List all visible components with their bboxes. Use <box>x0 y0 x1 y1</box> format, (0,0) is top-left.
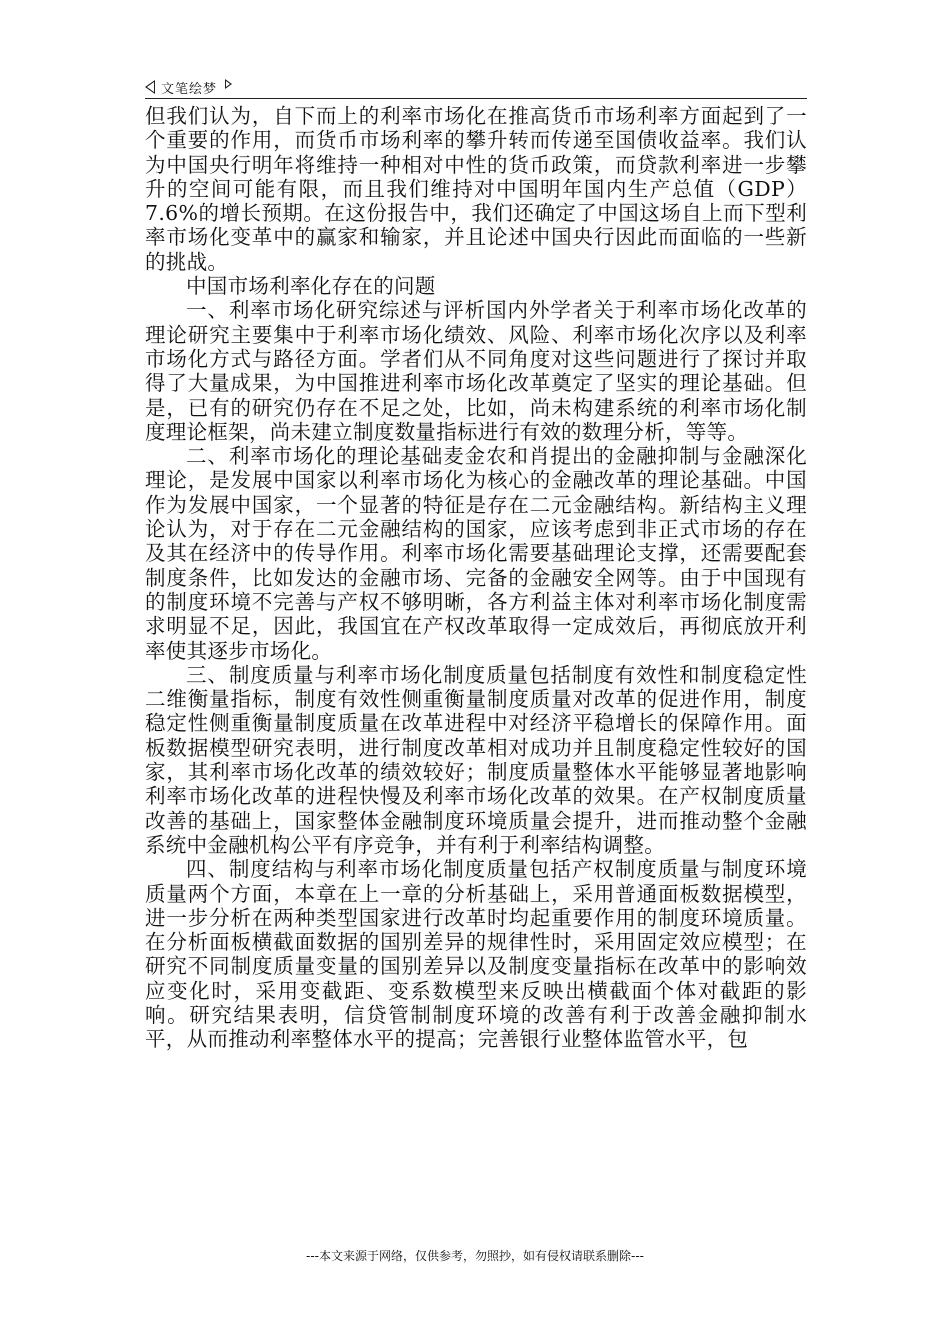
triangle-left-icon <box>145 80 155 94</box>
document-body <box>145 104 807 1052</box>
paragraph-section-3: 三、制度质量与利率市场化制度质量包括制度有效性和制度稳定性二维衡量指标，制度有效性侧重衡量制度质量对改革的促进作用，制度稳定性侧重衡量制度质量在改革进程中对经济平稳增长的保障作用。面板数据模型研究表明，进行制度改革相对成功并且制度稳定性较好的国家，其利率市场化改革的绩效较好；制度质量整体水平能够显著地影响利率市场化改革的进程快慢及利率市场化改革的效果。在产权制度质量改善的基础上，国家整体金融制度环境质量会提升，进而推动整个金融系统中金融机构公平有序竞争，并有利于利率结构调整。 <box>145 662 807 857</box>
page-header <box>145 76 807 99</box>
header-brand: 文笔绘梦 <box>161 81 218 97</box>
triangle-right-icon <box>225 79 232 89</box>
paragraph-intro: 但我们认为，自下而上的利率市场化在推高货币市场利率方面起到了一个重要的作用，而货币市场利率的攀升转而传递至国债收益率。我们认为中国央行明年将维持一种相对中性的货币政策，而贷款利率进一步攀升的空间可能有限，而且我们维持对中国明年国内生产总值（GDP）7.6%的增长预期。在这份报告中，我们还确定了中国这场自上而下型利率市场化变革中的赢家和输家，并且论述中国央行因此而面临的一些新的挑战。 <box>145 104 807 274</box>
paragraph-section-4: 四、制度结构与利率市场化制度质量包括产权制度质量与制度环境质量两个方面，本章在上一章的分析基础上，采用普通面板数据模型，进一步分析在两种类型国家进行改革时均起重要作用的制度环境质量。在分析面板横截面数据的国别差异的规律性时，采用固定效应模型；在研究不同制度质量变量的国别差异以及制度变量指标在改革中的影响效应变化时，采用变截距、变系数模型来反映出横截面个体对截距的影响。研究结果表明，信贷管制制度环境的改善有利于改善金融抑制水平，从而推动利率整体水平的提高；完善银行业整体监管水平，包 <box>145 857 807 1052</box>
paragraph-section-1: 一、利率市场化研究综述与评析国内外学者关于利率市场化改革的理论研究主要集中于利率市场化绩效、风险、利率市场化次序以及利率市场化方式与路径方面。学者们从不同角度对这些问题进行了探讨并取得了大量成果，为中国推进利率市场化改革奠定了坚实的理论基础。但是，已有的研究仍存在不足之处，比如，尚未构建系统的利率市场化制度理论框架，尚未建立制度数量指标进行有效的数理分析，等等。 <box>145 298 807 444</box>
footer-notice: ---本文来源于网络，仅供参考，勿照抄，如有侵权请联系删除--- <box>306 1249 644 1263</box>
paragraph-section-2: 二、利率市场化的理论基础麦金农和肖提出的金融抑制与金融深化理论，是发展中国家以利率市场化为核心的金融改革的理论基础。中国作为发展中国家，一个显著的特征是存在二元金融结构。新结构主义理论认为，对于存在二元金融结构的国家，应该考虑到非正式市场的存在及其在经济中的传导作用。利率市场化需要基础理论支撑，还需要配套制度条件，比如发达的金融市场、完备的金融安全网等。由于中国现有的制度环境不完善与产权不够明晰，各方利益主体对利率市场化制度需求明显不足，因此，我国宜在产权改革取得一定成效后，再彻底放开利率使其逐步市场化。 <box>145 444 807 663</box>
section-heading: 中国市场利率化存在的问题 <box>186 274 436 299</box>
